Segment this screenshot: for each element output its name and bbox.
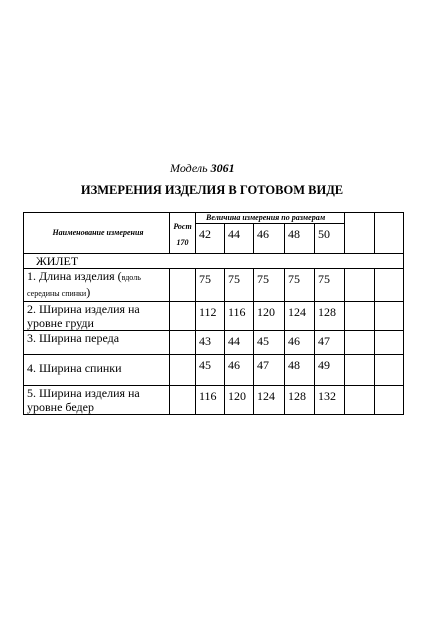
value-cell: 43 <box>196 331 225 355</box>
model-number: 3061 <box>210 161 235 175</box>
row-label <box>24 269 170 302</box>
size-cell: 48 <box>285 224 315 254</box>
row-label-main: 1. Длина изделия ( <box>27 269 122 283</box>
value-cell: 112 <box>196 302 225 331</box>
row-label: 3. Ширина переда <box>24 331 170 355</box>
value-cell-empty <box>375 302 404 331</box>
value-cell: 132 <box>315 386 345 415</box>
rost-cell <box>170 331 196 355</box>
measurements-table <box>23 212 404 415</box>
size-cell: 50 <box>315 224 345 254</box>
row-label: 2. Ширина изделия на уровне груди <box>24 302 170 331</box>
value-cell: 49 <box>315 355 345 386</box>
row-label-end: ) <box>86 285 91 299</box>
section-title: ЖИЛЕТ <box>24 254 404 269</box>
header-values: Величина измерения по размерам <box>196 213 345 224</box>
size-cell-empty <box>345 224 375 254</box>
value-cell-empty <box>345 355 375 386</box>
value-cell: 47 <box>315 331 345 355</box>
value-cell: 120 <box>254 302 285 331</box>
row-label: 4. Ширина спинки <box>24 355 170 386</box>
value-cell: 75 <box>315 269 345 302</box>
header-rost-label: Рост <box>173 222 192 231</box>
header-name: Наименование измерения <box>24 213 170 254</box>
value-cell: 75 <box>196 269 225 302</box>
rost-cell <box>170 355 196 386</box>
size-cell: 46 <box>254 224 285 254</box>
rost-cell <box>170 386 196 415</box>
value-cell-empty <box>345 386 375 415</box>
header-empty <box>345 213 375 224</box>
value-cell: 47 <box>254 355 285 386</box>
header-rost <box>170 213 196 254</box>
value-cell-empty <box>375 269 404 302</box>
value-cell: 120 <box>225 386 254 415</box>
size-cell: 44 <box>225 224 254 254</box>
row-label: 5. Ширина изделия на уровне бедер <box>24 386 170 415</box>
value-cell: 75 <box>254 269 285 302</box>
value-cell: 124 <box>254 386 285 415</box>
value-cell-empty <box>345 331 375 355</box>
value-cell-empty <box>345 302 375 331</box>
value-cell: 124 <box>285 302 315 331</box>
value-cell: 75 <box>225 269 254 302</box>
row-label-note: вдоль середины спинки <box>27 273 141 298</box>
header-rost-value: 170 <box>176 238 189 247</box>
value-cell: 44 <box>225 331 254 355</box>
rost-cell <box>170 302 196 331</box>
value-cell: 45 <box>254 331 285 355</box>
value-cell: 116 <box>196 386 225 415</box>
value-cell: 46 <box>285 331 315 355</box>
header-empty <box>375 213 404 224</box>
value-cell-empty <box>375 386 404 415</box>
value-cell-empty <box>375 331 404 355</box>
value-cell-empty <box>375 355 404 386</box>
value-cell: 48 <box>285 355 315 386</box>
value-cell: 128 <box>285 386 315 415</box>
size-cell: 42 <box>196 224 225 254</box>
value-cell: 116 <box>225 302 254 331</box>
value-cell: 75 <box>285 269 315 302</box>
size-cell-empty <box>375 224 404 254</box>
rost-cell <box>170 269 196 302</box>
value-cell: 45 <box>196 355 225 386</box>
value-cell-empty <box>345 269 375 302</box>
model-label <box>170 161 235 176</box>
value-cell: 128 <box>315 302 345 331</box>
model-prefix: Модель <box>170 161 208 175</box>
page-title: ИЗМЕРЕНИЯ ИЗДЕЛИЯ В ГОТОВОМ ВИДЕ <box>80 183 344 197</box>
value-cell: 46 <box>225 355 254 386</box>
